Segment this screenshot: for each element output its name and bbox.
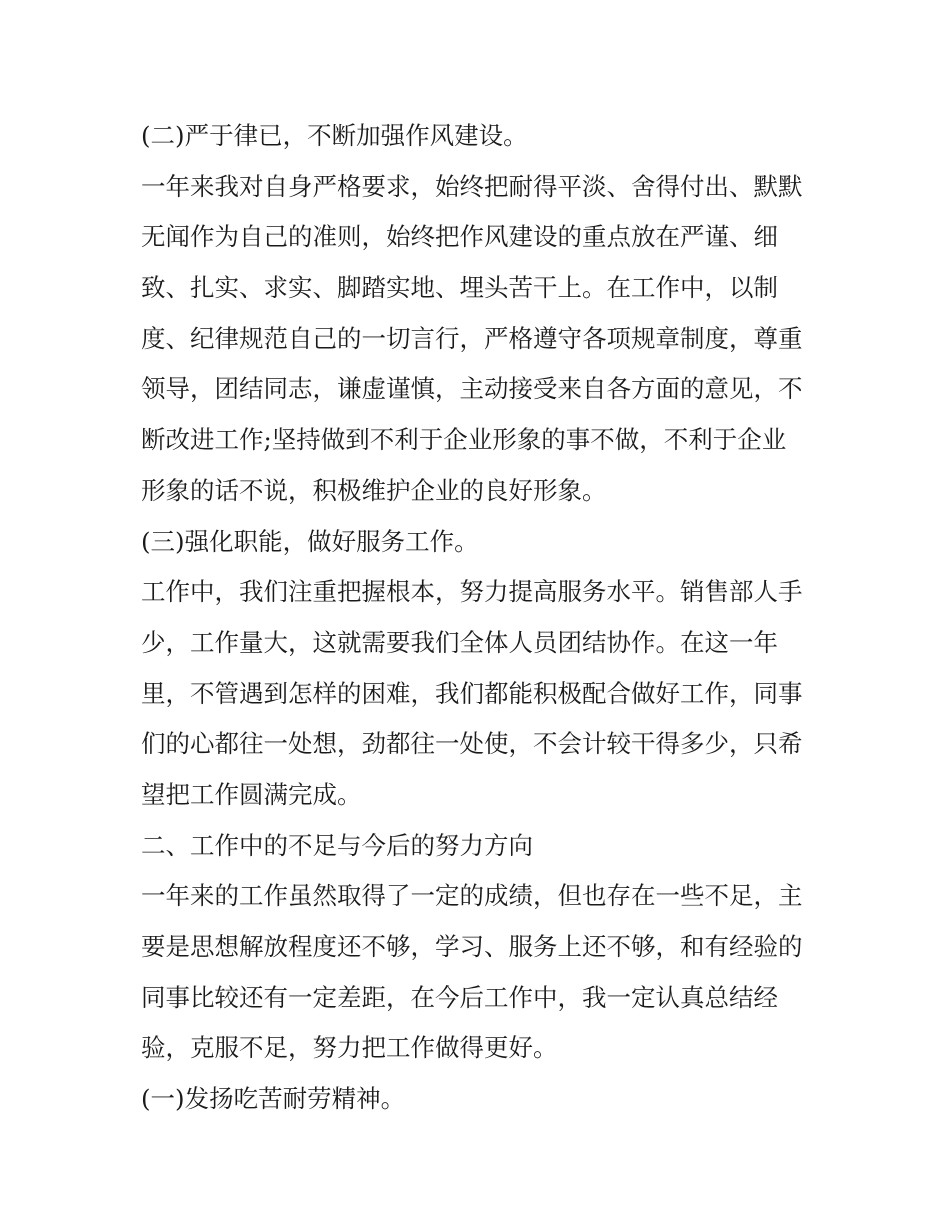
paragraph-line: 度、纪律规范自己的一切言行，严格遵守各项规章制度，尊重	[141, 323, 803, 353]
paragraph-line: 望把工作圆满完成。	[141, 779, 362, 809]
paragraph-line: 要是思想解放程度还不够，学习、服务上还不够，和有经验的	[141, 932, 803, 961]
paragraph-line: 工作中，我们注重把握根本，努力提高服务水平。销售部人手	[141, 577, 803, 607]
document-body	[141, 111, 817, 1125]
paragraph-line: 验，克服不足，努力把工作做得更好。	[141, 1033, 558, 1063]
paragraph-line: 里，不管遇到怎样的困难，我们都能积极配合做好工作，同事	[141, 678, 803, 708]
heading-shortcomings-and-direction: 二、工作中的不足与今后的努力方向	[141, 830, 533, 860]
heading-hard-work-spirit: (一)发扬吃苦耐劳精神。	[141, 1084, 406, 1114]
paragraph-line: 们的心都往一处想，劲都往一处使，不会计较干得多少，只希	[141, 729, 803, 759]
heading-strict-self-discipline: (二)严于律已，不断加强作风建设。	[141, 121, 528, 150]
paragraph-line: 少，工作量大，这就需要我们全体人员团结协作。在这一年	[141, 627, 778, 657]
paragraph-line: 形象的话不说，积极维护企业的良好形象。	[141, 475, 607, 505]
paragraph-line: 断改进工作;坚持做到不利于企业形象的事不做，不利于企业	[141, 425, 787, 455]
heading-strengthen-functions: (三)强化职能，做好服务工作。	[141, 526, 479, 556]
paragraph-line: 一年来的工作虽然取得了一定的成绩，但也存在一些不足，主	[141, 881, 803, 911]
paragraph-line: 致、扎实、求实、脚踏实地、埋头苦干上。在工作中，以制	[141, 273, 778, 303]
paragraph-line: 同事比较还有一定差距，在今后工作中，我一定认真总结经	[141, 982, 778, 1012]
paragraph-line: 领导，团结同志，谦虚谨慎，主动接受来自各方面的意见，不	[141, 374, 803, 404]
paragraph-line: 无闻作为自己的准则，始终把作风建设的重点放在严谨、细	[141, 222, 778, 252]
paragraph-line: 一年来我对自身严格要求，始终把耐得平淡、舍得付出、默默	[141, 171, 803, 201]
